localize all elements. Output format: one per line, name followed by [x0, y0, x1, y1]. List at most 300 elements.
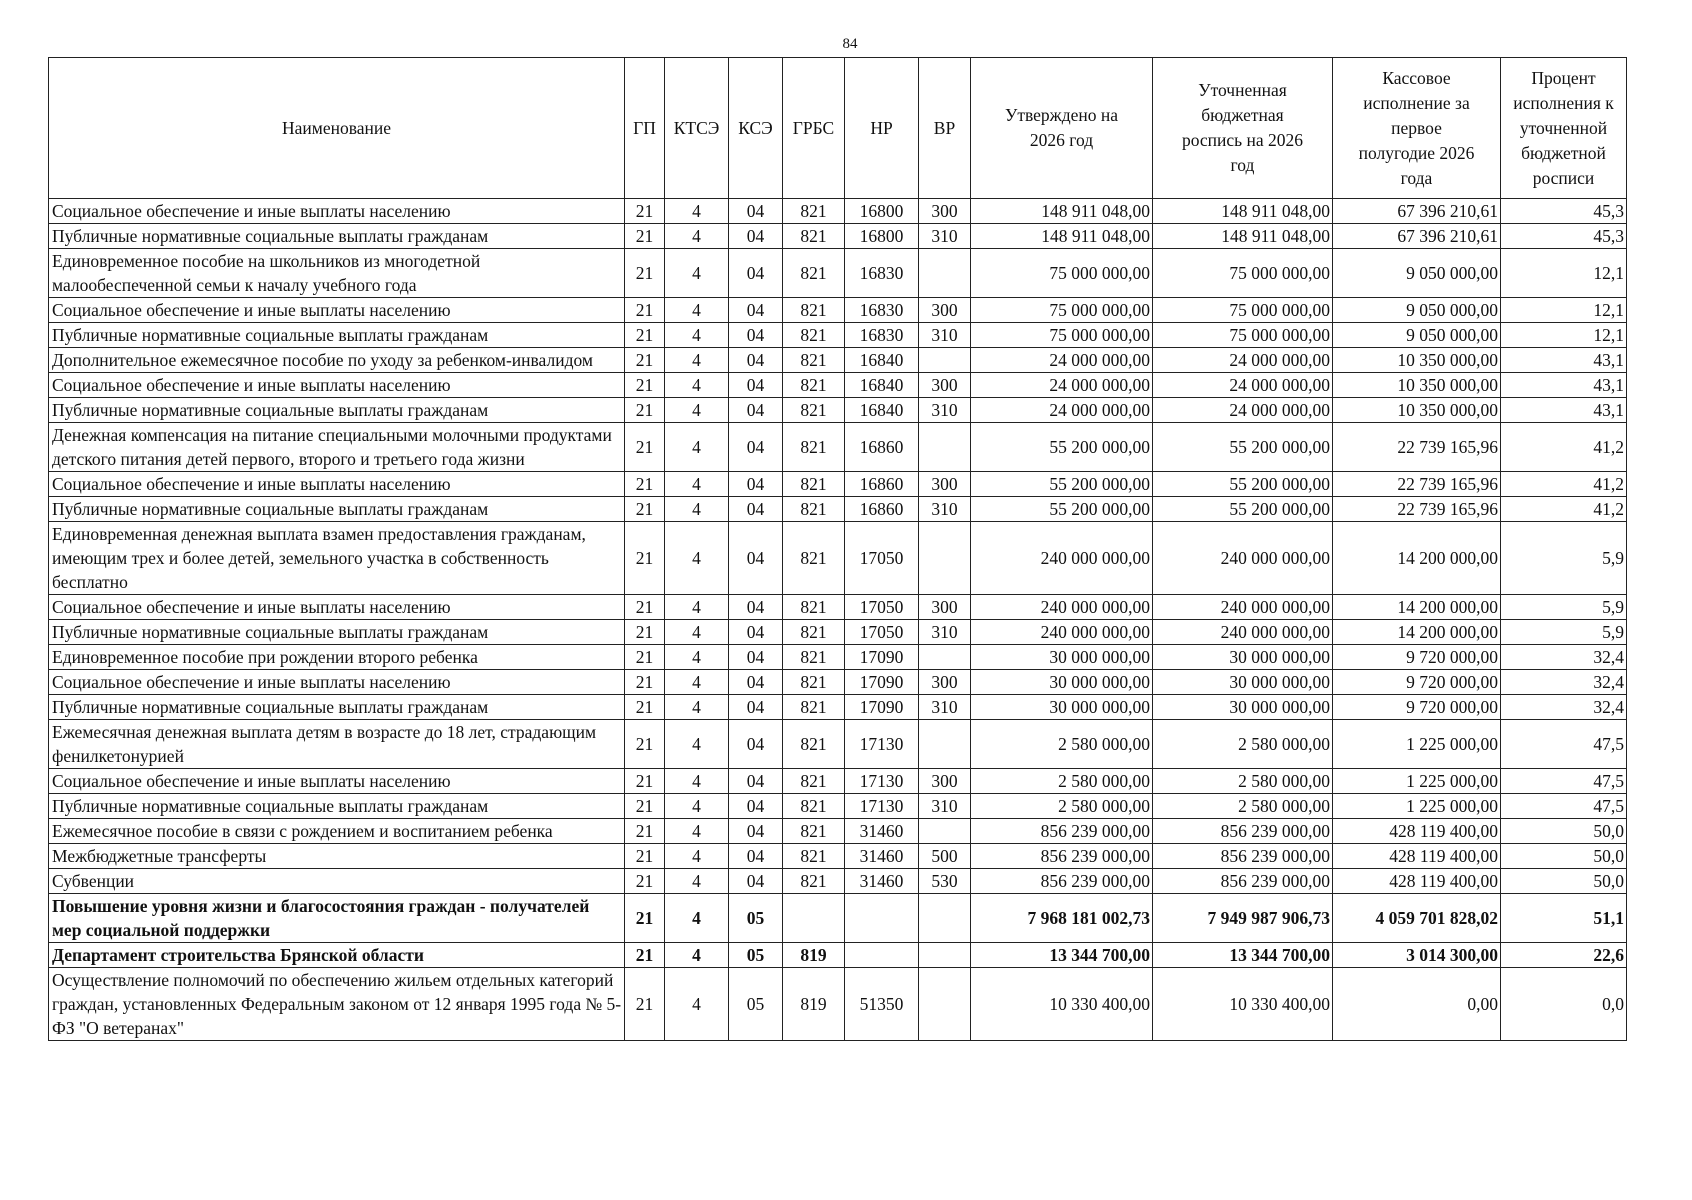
cell-kse: 04: [729, 373, 783, 398]
cell-percent: 50,0: [1501, 844, 1627, 869]
cell-gp: 21: [625, 373, 665, 398]
cell-percent: 50,0: [1501, 819, 1627, 844]
cell-name: Единовременное пособие на школьников из многодетной малообеспеченной семьи к началу учебного года: [49, 249, 625, 298]
cell-refined: 148 911 048,00: [1153, 224, 1333, 249]
cell-gp: 21: [625, 844, 665, 869]
cell-kse: 04: [729, 670, 783, 695]
cell-cash: 67 396 210,61: [1333, 199, 1501, 224]
cell-refined: 24 000 000,00: [1153, 373, 1333, 398]
cell-percent: 32,4: [1501, 670, 1627, 695]
cell-vr: [919, 348, 971, 373]
cell-vr: 310: [919, 620, 971, 645]
cell-refined: 856 239 000,00: [1153, 844, 1333, 869]
cell-nr: [845, 894, 919, 943]
cell-percent: 47,5: [1501, 794, 1627, 819]
cell-gp: 21: [625, 398, 665, 423]
cell-refined: 24 000 000,00: [1153, 398, 1333, 423]
cell-percent: 12,1: [1501, 298, 1627, 323]
cell-cash: 10 350 000,00: [1333, 373, 1501, 398]
header-cash: Кассовое исполнение за первое полугодие 2026 года: [1333, 58, 1501, 199]
cell-kse: 04: [729, 769, 783, 794]
cell-vr: [919, 968, 971, 1041]
cell-gp: 21: [625, 323, 665, 348]
cell-nr: 17130: [845, 769, 919, 794]
table-row: [49, 497, 1627, 522]
cell-vr: 500: [919, 844, 971, 869]
header-grbs: ГРБС: [783, 58, 845, 199]
cell-ktse: 4: [665, 844, 729, 869]
cell-cash: 9 050 000,00: [1333, 323, 1501, 348]
cell-grbs: 821: [783, 819, 845, 844]
cell-ktse: 4: [665, 348, 729, 373]
cell-grbs: 819: [783, 968, 845, 1041]
cell-refined: 10 330 400,00: [1153, 968, 1333, 1041]
cell-refined: 30 000 000,00: [1153, 695, 1333, 720]
table-row: [49, 323, 1627, 348]
cell-kse: 04: [729, 595, 783, 620]
cell-approved: 75 000 000,00: [971, 298, 1153, 323]
table-row: [49, 695, 1627, 720]
cell-gp: 21: [625, 645, 665, 670]
cell-refined: 240 000 000,00: [1153, 620, 1333, 645]
cell-vr: [919, 423, 971, 472]
cell-approved: 55 200 000,00: [971, 497, 1153, 522]
cell-name: Единовременное пособие при рождении второго ребенка: [49, 645, 625, 670]
cell-grbs: 821: [783, 323, 845, 348]
cell-kse: 04: [729, 869, 783, 894]
cell-percent: 5,9: [1501, 620, 1627, 645]
cell-grbs: 821: [783, 522, 845, 595]
cell-grbs: 821: [783, 869, 845, 894]
cell-ktse: 4: [665, 794, 729, 819]
cell-approved: 148 911 048,00: [971, 224, 1153, 249]
cell-grbs: 821: [783, 497, 845, 522]
cell-vr: [919, 249, 971, 298]
cell-name: Публичные нормативные социальные выплаты гражданам: [49, 794, 625, 819]
cell-name: Публичные нормативные социальные выплаты гражданам: [49, 497, 625, 522]
cell-refined: 75 000 000,00: [1153, 249, 1333, 298]
cell-cash: 4 059 701 828,02: [1333, 894, 1501, 943]
cell-cash: 428 119 400,00: [1333, 819, 1501, 844]
table-row: [49, 595, 1627, 620]
cell-vr: [919, 522, 971, 595]
cell-vr: 300: [919, 298, 971, 323]
cell-cash: 14 200 000,00: [1333, 522, 1501, 595]
cell-cash: 1 225 000,00: [1333, 769, 1501, 794]
cell-refined: 240 000 000,00: [1153, 522, 1333, 595]
cell-grbs: 821: [783, 794, 845, 819]
cell-gp: 21: [625, 595, 665, 620]
cell-ktse: 4: [665, 968, 729, 1041]
cell-kse: 04: [729, 522, 783, 595]
cell-kse: 04: [729, 224, 783, 249]
table-row: [49, 645, 1627, 670]
cell-kse: 05: [729, 894, 783, 943]
cell-cash: 428 119 400,00: [1333, 869, 1501, 894]
cell-grbs: 821: [783, 769, 845, 794]
table-row: [49, 423, 1627, 472]
table-row: [49, 670, 1627, 695]
cell-name: Публичные нормативные социальные выплаты гражданам: [49, 398, 625, 423]
cell-approved: 148 911 048,00: [971, 199, 1153, 224]
cell-vr: [919, 894, 971, 943]
cell-vr: 300: [919, 373, 971, 398]
cell-cash: 14 200 000,00: [1333, 595, 1501, 620]
cell-approved: 856 239 000,00: [971, 869, 1153, 894]
cell-cash: 9 050 000,00: [1333, 298, 1501, 323]
cell-approved: 2 580 000,00: [971, 794, 1153, 819]
cell-vr: 310: [919, 224, 971, 249]
cell-grbs: 821: [783, 645, 845, 670]
cell-name: Социальное обеспечение и иные выплаты населению: [49, 670, 625, 695]
cell-grbs: 819: [783, 943, 845, 968]
cell-vr: 310: [919, 794, 971, 819]
cell-percent: 43,1: [1501, 348, 1627, 373]
cell-cash: 10 350 000,00: [1333, 398, 1501, 423]
cell-nr: 16840: [845, 398, 919, 423]
cell-percent: 45,3: [1501, 199, 1627, 224]
cell-gp: 21: [625, 224, 665, 249]
cell-grbs: 821: [783, 224, 845, 249]
cell-grbs: 821: [783, 398, 845, 423]
cell-refined: 24 000 000,00: [1153, 348, 1333, 373]
cell-refined: 7 949 987 906,73: [1153, 894, 1333, 943]
cell-vr: [919, 943, 971, 968]
cell-grbs: 821: [783, 373, 845, 398]
cell-percent: 51,1: [1501, 894, 1627, 943]
table-row: [49, 894, 1627, 943]
cell-ktse: 4: [665, 522, 729, 595]
cell-percent: 47,5: [1501, 769, 1627, 794]
cell-name: Социальное обеспечение и иные выплаты населению: [49, 472, 625, 497]
cell-percent: 41,2: [1501, 472, 1627, 497]
cell-nr: 17050: [845, 595, 919, 620]
cell-refined: 856 239 000,00: [1153, 869, 1333, 894]
cell-vr: 310: [919, 497, 971, 522]
cell-refined: 148 911 048,00: [1153, 199, 1333, 224]
table-row: [49, 968, 1627, 1041]
cell-name: Социальное обеспечение и иные выплаты населению: [49, 199, 625, 224]
cell-refined: 13 344 700,00: [1153, 943, 1333, 968]
cell-approved: 856 239 000,00: [971, 819, 1153, 844]
cell-vr: 300: [919, 199, 971, 224]
cell-gp: 21: [625, 298, 665, 323]
cell-approved: 2 580 000,00: [971, 720, 1153, 769]
header-kse: КСЭ: [729, 58, 783, 199]
cell-cash: 14 200 000,00: [1333, 620, 1501, 645]
cell-ktse: 4: [665, 819, 729, 844]
cell-approved: 2 580 000,00: [971, 769, 1153, 794]
cell-refined: 30 000 000,00: [1153, 645, 1333, 670]
cell-percent: 0,0: [1501, 968, 1627, 1041]
cell-cash: 3 014 300,00: [1333, 943, 1501, 968]
cell-gp: 21: [625, 423, 665, 472]
cell-grbs: 821: [783, 348, 845, 373]
cell-gp: 21: [625, 943, 665, 968]
cell-grbs: 821: [783, 620, 845, 645]
table-row: [49, 943, 1627, 968]
cell-vr: 530: [919, 869, 971, 894]
cell-name: Публичные нормативные социальные выплаты гражданам: [49, 695, 625, 720]
cell-nr: 31460: [845, 844, 919, 869]
cell-vr: [919, 645, 971, 670]
cell-nr: 17050: [845, 522, 919, 595]
table-row: [49, 348, 1627, 373]
header-gp: ГП: [625, 58, 665, 199]
cell-vr: [919, 819, 971, 844]
page-number: 84: [842, 36, 858, 52]
cell-kse: 04: [729, 794, 783, 819]
cell-name: Публичные нормативные социальные выплаты гражданам: [49, 224, 625, 249]
cell-percent: 32,4: [1501, 645, 1627, 670]
cell-cash: 22 739 165,96: [1333, 423, 1501, 472]
cell-ktse: 4: [665, 423, 729, 472]
table-row: [49, 199, 1627, 224]
cell-kse: 04: [729, 348, 783, 373]
cell-gp: 21: [625, 869, 665, 894]
cell-nr: 17090: [845, 670, 919, 695]
cell-kse: 04: [729, 249, 783, 298]
table-row: [49, 249, 1627, 298]
cell-ktse: 4: [665, 620, 729, 645]
cell-name: Осуществление полномочий по обеспечению жильем отдельных категорий граждан, установленных Федеральным законом от 12 января 1995 года № 5-ФЗ "О ветеранах": [49, 968, 625, 1041]
cell-refined: 2 580 000,00: [1153, 769, 1333, 794]
cell-percent: 12,1: [1501, 323, 1627, 348]
cell-ktse: 4: [665, 472, 729, 497]
cell-cash: 67 396 210,61: [1333, 224, 1501, 249]
cell-gp: 21: [625, 695, 665, 720]
cell-percent: 41,2: [1501, 497, 1627, 522]
cell-vr: 310: [919, 398, 971, 423]
cell-approved: 240 000 000,00: [971, 620, 1153, 645]
cell-kse: 04: [729, 298, 783, 323]
cell-kse: 04: [729, 645, 783, 670]
cell-grbs: 821: [783, 298, 845, 323]
cell-name: Повышение уровня жизни и благосостояния граждан - получателей мер социальной поддержки: [49, 894, 625, 943]
cell-cash: 9 720 000,00: [1333, 670, 1501, 695]
cell-percent: 5,9: [1501, 522, 1627, 595]
cell-ktse: 4: [665, 720, 729, 769]
cell-ktse: 4: [665, 943, 729, 968]
cell-name: Социальное обеспечение и иные выплаты населению: [49, 769, 625, 794]
cell-nr: 31460: [845, 869, 919, 894]
cell-ktse: 4: [665, 249, 729, 298]
cell-nr: 16840: [845, 348, 919, 373]
cell-kse: 04: [729, 620, 783, 645]
cell-approved: 55 200 000,00: [971, 472, 1153, 497]
cell-kse: 05: [729, 943, 783, 968]
cell-nr: [845, 943, 919, 968]
cell-approved: 240 000 000,00: [971, 595, 1153, 620]
cell-nr: 17090: [845, 645, 919, 670]
cell-approved: 24 000 000,00: [971, 373, 1153, 398]
cell-kse: 04: [729, 695, 783, 720]
cell-grbs: 821: [783, 595, 845, 620]
cell-ktse: 4: [665, 497, 729, 522]
cell-name: Денежная компенсация на питание специальными молочными продуктами детского питания детей первого, второго и третьего года жизни: [49, 423, 625, 472]
cell-ktse: 4: [665, 769, 729, 794]
cell-cash: 9 720 000,00: [1333, 645, 1501, 670]
cell-nr: 16800: [845, 224, 919, 249]
cell-refined: 75 000 000,00: [1153, 298, 1333, 323]
cell-grbs: 821: [783, 844, 845, 869]
cell-cash: 10 350 000,00: [1333, 348, 1501, 373]
cell-nr: 31460: [845, 819, 919, 844]
cell-nr: 17130: [845, 720, 919, 769]
cell-percent: 45,3: [1501, 224, 1627, 249]
cell-approved: 7 968 181 002,73: [971, 894, 1153, 943]
cell-ktse: 4: [665, 869, 729, 894]
cell-approved: 24 000 000,00: [971, 398, 1153, 423]
cell-gp: 21: [625, 497, 665, 522]
cell-name: Ежемесячная денежная выплата детям в возрасте до 18 лет, страдающим фенилкетонурией: [49, 720, 625, 769]
table-row: [49, 472, 1627, 497]
cell-approved: 30 000 000,00: [971, 670, 1153, 695]
cell-nr: 16860: [845, 423, 919, 472]
cell-grbs: 821: [783, 423, 845, 472]
cell-cash: 0,00: [1333, 968, 1501, 1041]
cell-ktse: 4: [665, 894, 729, 943]
cell-ktse: 4: [665, 224, 729, 249]
cell-cash: 1 225 000,00: [1333, 794, 1501, 819]
table-row: [49, 769, 1627, 794]
cell-kse: 04: [729, 472, 783, 497]
cell-kse: 04: [729, 199, 783, 224]
cell-approved: 75 000 000,00: [971, 249, 1153, 298]
cell-name: Публичные нормативные социальные выплаты гражданам: [49, 323, 625, 348]
header-refined: Уточненная бюджетная роспись на 2026 год: [1153, 58, 1333, 199]
header-percent: Процент исполнения к уточненной бюджетной росписи: [1501, 58, 1627, 199]
cell-kse: 04: [729, 323, 783, 348]
budget-table: [48, 57, 1627, 1041]
cell-cash: 428 119 400,00: [1333, 844, 1501, 869]
cell-approved: 30 000 000,00: [971, 645, 1153, 670]
cell-refined: 55 200 000,00: [1153, 472, 1333, 497]
cell-approved: 10 330 400,00: [971, 968, 1153, 1041]
cell-percent: 43,1: [1501, 398, 1627, 423]
cell-ktse: 4: [665, 373, 729, 398]
table-header: [49, 58, 1627, 199]
cell-gp: 21: [625, 522, 665, 595]
cell-grbs: 821: [783, 472, 845, 497]
table-row: [49, 794, 1627, 819]
cell-name: Дополнительное ежемесячное пособие по уходу за ребенком-инвалидом: [49, 348, 625, 373]
cell-kse: 04: [729, 844, 783, 869]
cell-name: Социальное обеспечение и иные выплаты населению: [49, 595, 625, 620]
header-ktse: КТСЭ: [665, 58, 729, 199]
cell-vr: [919, 720, 971, 769]
cell-gp: 21: [625, 199, 665, 224]
cell-ktse: 4: [665, 398, 729, 423]
header-vr: ВР: [919, 58, 971, 199]
cell-vr: 300: [919, 472, 971, 497]
cell-grbs: 821: [783, 695, 845, 720]
cell-gp: 21: [625, 720, 665, 769]
cell-refined: 30 000 000,00: [1153, 670, 1333, 695]
cell-approved: 24 000 000,00: [971, 348, 1153, 373]
cell-percent: 5,9: [1501, 595, 1627, 620]
cell-approved: 240 000 000,00: [971, 522, 1153, 595]
cell-refined: 55 200 000,00: [1153, 423, 1333, 472]
cell-cash: 9 050 000,00: [1333, 249, 1501, 298]
cell-refined: 240 000 000,00: [1153, 595, 1333, 620]
cell-name: Единовременная денежная выплата взамен предоставления гражданам, имеющим трех и более детей, земельного участка в собственность бесплатно: [49, 522, 625, 595]
cell-ktse: 4: [665, 645, 729, 670]
cell-refined: 856 239 000,00: [1153, 819, 1333, 844]
table-row: [49, 869, 1627, 894]
cell-percent: 47,5: [1501, 720, 1627, 769]
table-row: [49, 298, 1627, 323]
cell-vr: 300: [919, 670, 971, 695]
cell-grbs: 821: [783, 199, 845, 224]
cell-refined: 2 580 000,00: [1153, 720, 1333, 769]
cell-percent: 50,0: [1501, 869, 1627, 894]
cell-gp: 21: [625, 472, 665, 497]
cell-ktse: 4: [665, 323, 729, 348]
cell-kse: 04: [729, 398, 783, 423]
cell-vr: 300: [919, 769, 971, 794]
cell-gp: 21: [625, 894, 665, 943]
cell-approved: 856 239 000,00: [971, 844, 1153, 869]
cell-kse: 04: [729, 819, 783, 844]
cell-nr: 16830: [845, 298, 919, 323]
cell-percent: 32,4: [1501, 695, 1627, 720]
cell-grbs: [783, 894, 845, 943]
cell-nr: 17050: [845, 620, 919, 645]
cell-approved: 75 000 000,00: [971, 323, 1153, 348]
table-row: [49, 522, 1627, 595]
table-row: [49, 720, 1627, 769]
cell-nr: 17130: [845, 794, 919, 819]
cell-nr: 16800: [845, 199, 919, 224]
cell-ktse: 4: [665, 199, 729, 224]
cell-vr: 310: [919, 323, 971, 348]
cell-name: Ежемесячное пособие в связи с рождением и воспитанием ребенка: [49, 819, 625, 844]
cell-grbs: 821: [783, 720, 845, 769]
cell-gp: 21: [625, 249, 665, 298]
cell-nr: 16860: [845, 472, 919, 497]
cell-gp: 21: [625, 670, 665, 695]
header-nr: НР: [845, 58, 919, 199]
cell-refined: 2 580 000,00: [1153, 794, 1333, 819]
cell-gp: 21: [625, 819, 665, 844]
cell-nr: 16830: [845, 249, 919, 298]
cell-kse: 04: [729, 720, 783, 769]
cell-cash: 22 739 165,96: [1333, 497, 1501, 522]
cell-kse: 05: [729, 968, 783, 1041]
header-approved: Утверждено на 2026 год: [971, 58, 1153, 199]
cell-name: Публичные нормативные социальные выплаты гражданам: [49, 620, 625, 645]
cell-kse: 04: [729, 497, 783, 522]
table-row: [49, 398, 1627, 423]
cell-vr: 310: [919, 695, 971, 720]
cell-cash: 9 720 000,00: [1333, 695, 1501, 720]
cell-percent: 22,6: [1501, 943, 1627, 968]
cell-refined: 75 000 000,00: [1153, 323, 1333, 348]
cell-gp: 21: [625, 968, 665, 1041]
cell-name: Межбюджетные трансферты: [49, 844, 625, 869]
cell-grbs: 821: [783, 249, 845, 298]
cell-percent: 43,1: [1501, 373, 1627, 398]
cell-grbs: 821: [783, 670, 845, 695]
table-body: [49, 199, 1627, 1041]
table-row: [49, 224, 1627, 249]
header-name: Наименование: [49, 58, 625, 199]
cell-ktse: 4: [665, 670, 729, 695]
cell-ktse: 4: [665, 695, 729, 720]
cell-gp: 21: [625, 620, 665, 645]
cell-nr: 16840: [845, 373, 919, 398]
